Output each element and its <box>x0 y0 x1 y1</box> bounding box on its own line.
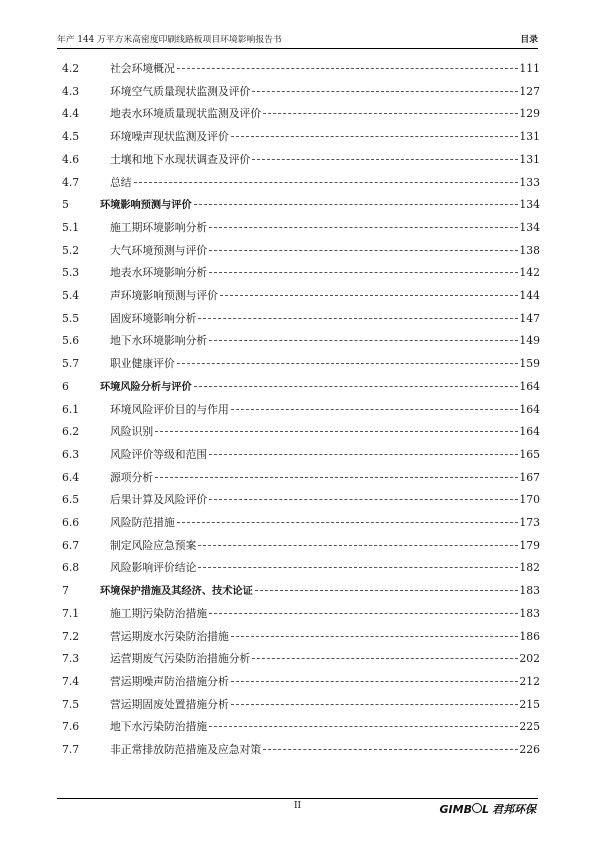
toc-entry-page: 131 <box>519 152 540 166</box>
toc-entry-title: 环境风险分析与评价 <box>100 381 192 393</box>
toc-entry-title: 大气环境预测与评价 <box>110 243 208 257</box>
toc-entry-number: 5.2 <box>62 243 80 257</box>
toc-entry-page: 167 <box>519 470 540 484</box>
toc-entry-title: 风险识别 <box>110 425 154 439</box>
toc-entry-number: 4.5 <box>62 130 80 144</box>
toc-entry-row[interactable] <box>62 219 540 237</box>
toc-dot-leader <box>255 590 519 591</box>
toc-entry-title: 固废环境影响分析 <box>110 311 197 325</box>
page-number: II <box>293 801 302 811</box>
toc-entry-number: 7.4 <box>62 674 80 688</box>
toc-entry-row[interactable] <box>62 287 540 305</box>
toc-entry-page: 164 <box>519 425 540 439</box>
toc-entry-page: 131 <box>519 130 540 144</box>
toc-entry-title: 地下水环境影响分析 <box>110 334 208 348</box>
toc-entry-title: 环境保护措施及其经济、技术论证 <box>100 586 253 598</box>
toc-entry-number: 7.7 <box>62 743 80 756</box>
toc-entry-row[interactable] <box>62 60 540 78</box>
toc-entry-title: 施工期环境影响分析 <box>110 220 208 234</box>
toc-entry-number: 6.7 <box>62 538 80 552</box>
toc-entry-number: 6.4 <box>62 470 80 484</box>
toc-entry-title: 声环境影响预测与评价 <box>110 289 218 302</box>
toc-entry-number: 6.3 <box>62 447 80 461</box>
logo-chinese-text: 君邦环保 <box>492 803 536 816</box>
toc-entry-number: 4.4 <box>62 107 80 121</box>
toc-entry-row[interactable] <box>62 537 540 555</box>
toc-entry-page: 164 <box>519 379 540 393</box>
toc-dot-leader <box>263 113 518 114</box>
toc-entry-number: 4.6 <box>62 152 80 166</box>
toc-entry-title: 风险防范措施 <box>110 516 175 529</box>
toc-entry-number: 6.6 <box>62 516 80 529</box>
toc-entry-row[interactable] <box>62 310 540 328</box>
toc-dot-leader <box>252 159 518 160</box>
toc-dot-leader <box>194 386 519 387</box>
toc-dot-leader <box>209 227 518 228</box>
toc-entry-number: 6.5 <box>62 493 80 507</box>
toc-entry-title: 环境噪声现状监测及评价 <box>110 130 229 144</box>
toc-entry-page: 183 <box>519 606 540 620</box>
toc-entry-title: 职业健康评价 <box>110 357 175 371</box>
toc-entry-row[interactable] <box>62 718 540 736</box>
toc-entry-row[interactable] <box>62 83 540 101</box>
toc-entry-number: 5.5 <box>62 311 80 325</box>
section-label: 目录 <box>520 35 538 45</box>
toc-entry-title: 制定风险应急预案 <box>110 538 197 552</box>
toc-entry-page: 186 <box>519 629 540 643</box>
toc-entry-title: 地下水污染防治措施 <box>110 720 208 734</box>
toc-entry-row[interactable] <box>62 128 540 146</box>
toc-entry-page: 179 <box>519 538 540 552</box>
toc-entry-page: 144 <box>519 289 540 302</box>
page-footer <box>57 798 538 819</box>
toc-entry-title: 地表水环境影响分析 <box>110 266 208 280</box>
toc-entry-row[interactable] <box>62 605 540 623</box>
toc-entry-page: 159 <box>519 357 540 371</box>
toc-dot-leader <box>155 431 518 432</box>
toc-entry-page: 164 <box>519 402 540 416</box>
toc-entry-number: 5.6 <box>62 334 80 348</box>
toc-dot-leader <box>209 250 518 251</box>
toc-dot-leader <box>198 545 518 546</box>
toc-entry-title: 风险影响评价结论 <box>110 561 197 575</box>
toc-dot-leader <box>198 318 518 319</box>
toc-entry-row[interactable] <box>62 650 540 668</box>
toc-entry-number: 7.1 <box>62 606 80 620</box>
toc-entry-number: 6.2 <box>62 425 80 439</box>
toc-dot-leader <box>134 182 519 183</box>
toc-entry-row[interactable] <box>62 401 540 419</box>
toc-entry-page: 170 <box>519 493 540 507</box>
toc-dot-leader <box>209 454 518 455</box>
document-title: 年产 144 万平方米高密度印刷线路板项目环境影响报告书 <box>57 35 282 45</box>
toc-entry-page: 165 <box>519 447 540 461</box>
toc-dot-leader <box>209 272 518 273</box>
toc-entry-number: 7.5 <box>62 697 80 711</box>
logo-ring-icon <box>472 803 482 813</box>
toc-entry-row[interactable] <box>62 628 540 646</box>
toc-entry-row[interactable] <box>62 105 540 123</box>
toc-dot-leader <box>194 204 519 205</box>
toc-entry-title: 施工期污染防治措施 <box>110 606 208 620</box>
toc-dot-leader <box>209 726 518 727</box>
toc-entry-number: 4.7 <box>62 175 80 189</box>
logo-latin-text: GIMB L <box>439 802 489 816</box>
toc-entry-title: 风险评价等级和范围 <box>110 447 208 461</box>
toc-entry-title: 社会环境概况 <box>110 62 175 75</box>
toc-entry-number: 6.8 <box>62 561 80 575</box>
toc-entry-title: 营运期固废处置措施分析 <box>110 697 229 711</box>
toc-entry-title: 非正常排放防范措施及应急对策 <box>110 743 262 756</box>
toc-entry-number: 5.4 <box>62 289 80 302</box>
toc-entry-number: 7.6 <box>62 720 80 734</box>
toc-entry-page: 173 <box>519 516 540 529</box>
toc-dot-leader <box>177 522 519 523</box>
toc-entry-number: 5.3 <box>62 266 80 280</box>
toc-entry-row[interactable] <box>62 491 540 509</box>
page-header <box>57 34 538 49</box>
toc-dot-leader <box>231 704 519 705</box>
toc-dot-leader <box>252 91 518 92</box>
toc-chapter-row[interactable] <box>62 196 540 214</box>
toc-entry-row[interactable] <box>62 514 540 532</box>
toc-dot-leader <box>209 499 518 500</box>
toc-entry-title: 环境空气质量现状监测及评价 <box>110 84 251 98</box>
toc-entry-number: 4.2 <box>62 62 80 75</box>
toc-dot-leader <box>177 363 519 364</box>
toc-entry-page: 225 <box>519 720 540 734</box>
toc-chapter-row[interactable] <box>62 378 540 396</box>
toc-entry-row[interactable] <box>62 332 540 350</box>
toc-entry-number: 4.3 <box>62 84 80 98</box>
toc-entry-page: 133 <box>519 175 540 189</box>
toc-entry-row[interactable] <box>62 741 540 759</box>
toc-entry-number: 6.1 <box>62 402 80 416</box>
toc-entry-page: 183 <box>519 584 540 598</box>
toc-entry-page: 226 <box>519 743 540 756</box>
toc-entry-page: 134 <box>519 220 540 234</box>
toc-entry-page: 129 <box>519 107 540 121</box>
toc-entry-page: 182 <box>519 561 540 575</box>
toc-dot-leader <box>220 295 518 296</box>
toc-dot-leader <box>252 658 518 659</box>
toc-entry-title: 地表水环境质量现状监测及评价 <box>110 107 262 121</box>
toc-entry-number: 7.3 <box>62 652 80 666</box>
toc-dot-leader <box>177 68 519 69</box>
toc-entry-page: 134 <box>519 198 540 212</box>
toc-entry-title: 源项分析 <box>110 470 154 484</box>
toc-entry-row[interactable] <box>62 264 540 282</box>
toc-entry-page: 215 <box>519 697 540 711</box>
toc-entry-row[interactable] <box>62 242 540 260</box>
toc-dot-leader <box>155 477 518 478</box>
toc-entry-title: 环境影响预测与评价 <box>100 200 192 212</box>
toc-chapter-row[interactable] <box>62 582 540 600</box>
toc-entry-title: 土壤和地下水现状调查及评价 <box>110 152 251 166</box>
toc-entry-number: 7 <box>62 584 69 598</box>
toc-entry-row[interactable] <box>62 423 540 441</box>
toc-entry-row[interactable] <box>62 469 540 487</box>
toc-entry-row[interactable] <box>62 174 540 192</box>
toc-entry-page: 202 <box>519 652 540 666</box>
toc-entry-title: 营运期废水污染防治措施 <box>110 629 229 643</box>
toc-entry-title: 后果计算及风险评价 <box>110 493 208 507</box>
toc-entry-page: 111 <box>519 62 540 75</box>
toc-entry-row[interactable] <box>62 355 540 373</box>
toc-dot-leader <box>231 136 519 137</box>
toc-entry-row[interactable] <box>62 696 540 714</box>
toc-entry-title: 运营期废气污染防治措施分析 <box>110 652 251 666</box>
toc-entry-row[interactable] <box>62 446 540 464</box>
toc-dot-leader <box>231 681 519 682</box>
toc-entry-row[interactable] <box>62 151 540 169</box>
toc-entry-number: 5.7 <box>62 357 80 371</box>
toc-entry-page: 149 <box>519 334 540 348</box>
toc-entry-title: 营运期噪声防治措施分析 <box>110 674 229 688</box>
toc-entry-number: 5 <box>62 198 69 212</box>
toc-entry-row[interactable] <box>62 559 540 577</box>
toc-entry-page: 212 <box>519 674 540 688</box>
toc-dot-leader <box>231 636 519 637</box>
company-logo <box>440 801 536 817</box>
toc-entry-title: 总结 <box>110 175 132 189</box>
toc-dot-leader <box>198 567 518 568</box>
toc-entry-number: 5.1 <box>62 220 80 234</box>
toc-entry-number: 6 <box>62 379 69 393</box>
toc-entry-page: 147 <box>519 311 540 325</box>
toc-dot-leader <box>209 340 518 341</box>
toc-entry-row[interactable] <box>62 673 540 691</box>
toc-dot-leader <box>263 749 518 750</box>
toc-entry-number: 7.2 <box>62 629 80 643</box>
toc-dot-leader <box>209 613 518 614</box>
toc-entry-page: 127 <box>519 84 540 98</box>
toc-entry-page: 138 <box>519 243 540 257</box>
toc-dot-leader <box>231 409 519 410</box>
toc-entry-page: 142 <box>519 266 540 280</box>
toc-entry-title: 环境风险评价目的与作用 <box>110 402 229 416</box>
